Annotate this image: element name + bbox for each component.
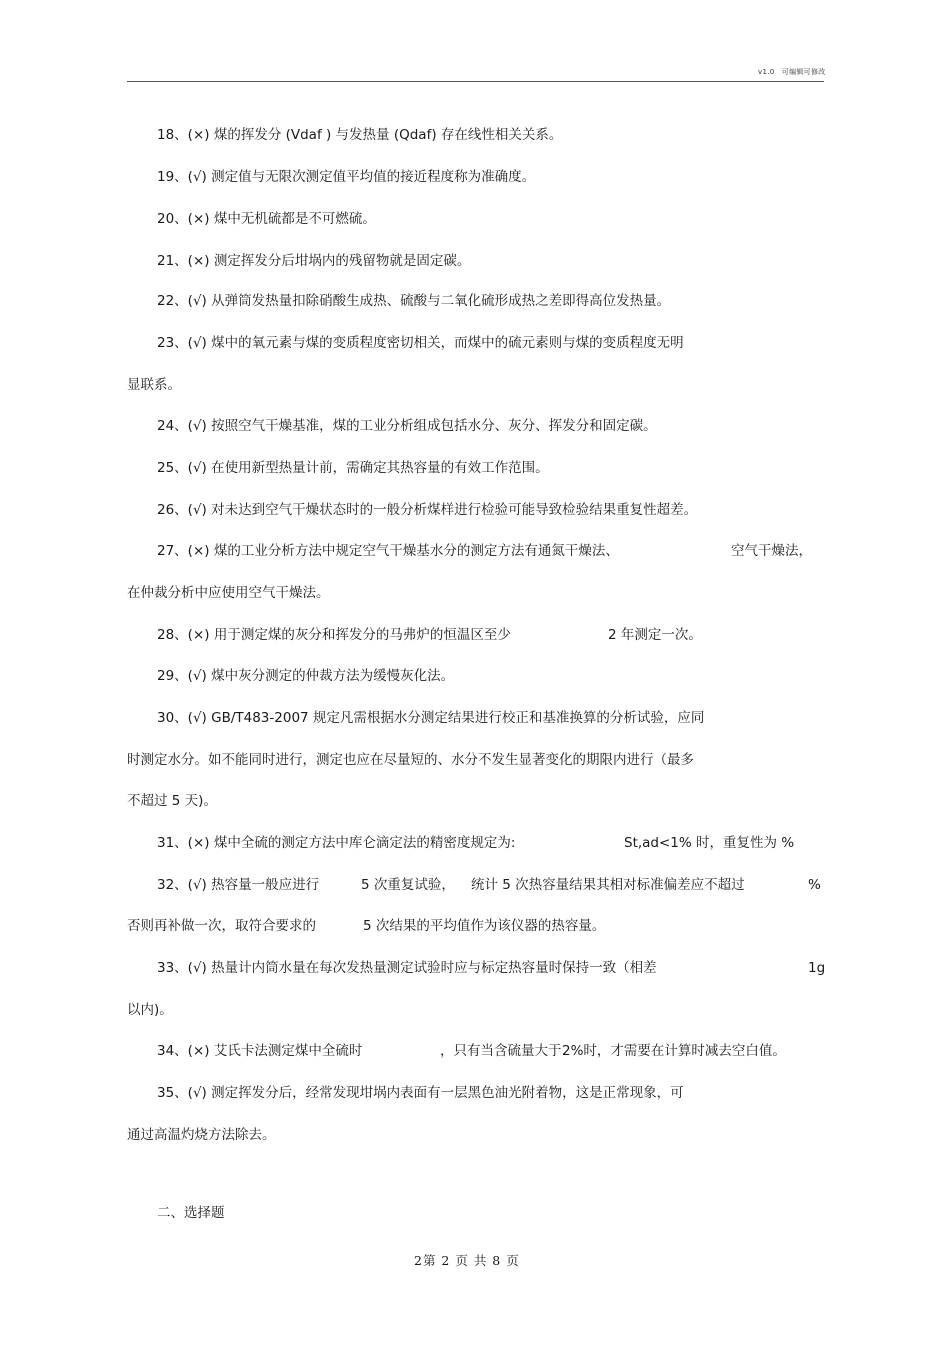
item-27-line2: 在仲裁分析中应使用空气干燥法。	[127, 585, 330, 601]
item-30-line1: 30、(√) GB/T483-2007 规定凡需根据水分测定结果进行校正和基准换算的分析试验，应同	[157, 710, 705, 726]
item-18: 18、(×) 煤的挥发分 (Vdaf ) 与发热量 (Qdaf) 存在线性相关关系。	[157, 127, 563, 143]
item-32-line1c: 统计 5 次热容量结果其相对标准偏差应不超过	[471, 877, 745, 893]
item-21: 21、(×) 测定挥发分后坩埚内的残留物就是固定碳。	[157, 253, 471, 269]
item-32-line2a: 否则再补做一次，取符合要求的	[127, 918, 316, 934]
header-rule	[127, 81, 824, 82]
item-32-line1a: 32、(√) 热容量一般应进行	[157, 877, 320, 893]
item-32-line1d: %	[808, 877, 821, 893]
item-34-part1: 34、(×) 艾氏卡法测定煤中全硫时	[157, 1043, 363, 1059]
item-26: 26、(√) 对未达到空气干燥状态时的一般分析煤样进行检验可能导致检验结果重复性超差。	[157, 502, 698, 518]
item-33-line1b: 1g	[808, 960, 826, 976]
item-32-line2b: 5 次结果的平均值作为该仪器的热容量。	[363, 918, 606, 934]
item-23-line1: 23、(√) 煤中的氧元素与煤的变质程度密切相关，而煤中的硫元素则与煤的变质程度无明	[157, 335, 684, 351]
item-32-line1b: 5 次重复试验，	[361, 877, 455, 893]
header-version-note: v1.0 可编辑可修改	[758, 68, 826, 76]
item-34-part2: ，只有当含硫量大于	[440, 1043, 562, 1059]
item-30-line2: 时测定水分。如不能同时进行，测定也应在尽量短的、水分不发生显著变化的期限内进行（最多	[127, 752, 694, 768]
item-35-line2: 通过高温灼烧方法除去。	[127, 1127, 276, 1143]
item-33-line1a: 33、(√) 热量计内筒水量在每次发热量测定试验时应与标定热容量时保持一致（相差	[157, 960, 657, 976]
item-28-part2: 2 年测定一次。	[608, 627, 702, 643]
item-27-line1a: 27、(×) 煤的工业分析方法中规定空气干燥基水分的测定方法有通氮干燥法、	[157, 543, 619, 559]
item-30-line3: 不超过 5 天)。	[127, 793, 217, 809]
section-heading-multiple-choice: 二、选择题	[157, 1205, 225, 1221]
item-28-part1: 28、(×) 用于测定煤的灰分和挥发分的马弗炉的恒温区至少	[157, 627, 511, 643]
item-24: 24、(√) 按照空气干燥基准，煤的工业分析组成包括水分、灰分、挥发分和固定碳。	[157, 418, 657, 434]
item-29: 29、(√) 煤中灰分测定的仲裁方法为缓慢灰化法。	[157, 668, 455, 684]
item-34-part3: 2%时，才需要在计算时减去空白值。	[562, 1043, 786, 1059]
item-19: 19、(√) 测定值与无限次测定值平均值的接近程度称为准确度。	[157, 169, 536, 185]
item-23-line2: 显联系。	[127, 377, 181, 393]
item-31-part2: St,ad<1% 时，重复性为 %	[624, 835, 795, 851]
item-25: 25、(√) 在使用新型热量计前，需确定其热容量的有效工作范围。	[157, 460, 549, 476]
page-number-footer: 2第 2 页 共 8 页	[414, 1253, 520, 1268]
item-33-line2: 以内)。	[127, 1002, 173, 1018]
item-31-part1: 31、(×) 煤中全硫的测定方法中库仑滴定法的精密度规定为:	[157, 835, 516, 851]
item-27-line1b: 空气干燥法，	[731, 543, 812, 559]
item-22: 22、(√) 从弹筒发热量扣除硝酸生成热、硫酸与二氧化硫形成热之差即得高位发热量。	[157, 293, 671, 309]
item-20: 20、(×) 煤中无机硫都是不可燃硫。	[157, 211, 376, 227]
item-35-line1: 35、(√) 测定挥发分后，经常发现坩埚内表面有一层黑色油光附着物，这是正常现象，可	[157, 1085, 684, 1101]
